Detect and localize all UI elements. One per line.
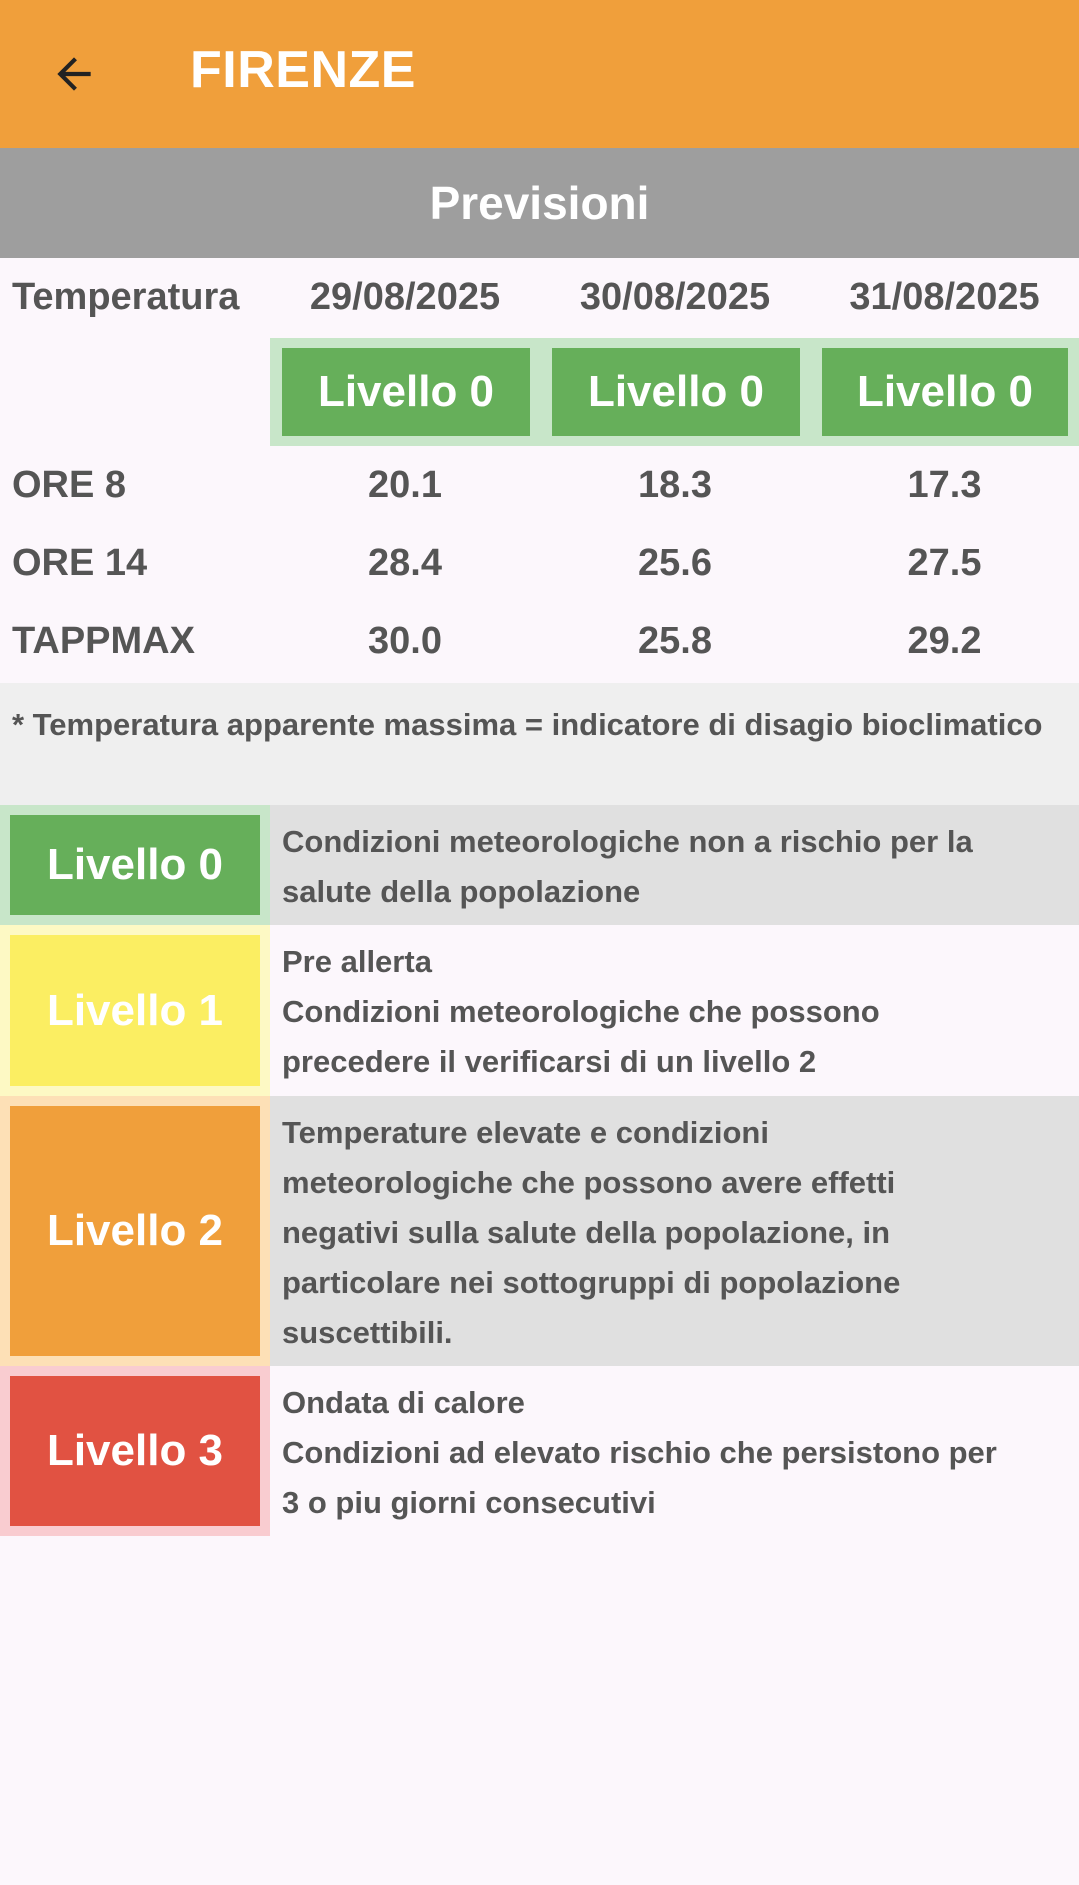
legend-description bbox=[270, 1366, 1079, 1536]
forecast-row-tappmax bbox=[0, 602, 1079, 680]
legend-row-level-0 bbox=[0, 805, 1079, 925]
legend-line: precedere il verificarsi di un livello 2 bbox=[282, 1044, 817, 1079]
legend-line: salute della popolazione bbox=[282, 874, 641, 909]
legend-badge-frame bbox=[0, 805, 270, 925]
forecast-row-ore-8 bbox=[0, 446, 1079, 524]
level-badge-day-1: Livello 0 bbox=[282, 348, 530, 436]
legend-row-level-2 bbox=[0, 1096, 1079, 1366]
value-day-2: 18.3 bbox=[638, 463, 712, 506]
legend-badge-level-1: Livello 1 bbox=[10, 935, 260, 1086]
legend-line: Temperature elevate e condizioni bbox=[282, 1115, 769, 1150]
legend-row-level-3 bbox=[0, 1366, 1079, 1536]
value-day-1: 30.0 bbox=[368, 619, 442, 662]
date-column-3: 31/08/2025 bbox=[849, 275, 1040, 318]
forecast-row-ore-14 bbox=[0, 524, 1079, 602]
value-day-2: 25.8 bbox=[638, 619, 712, 662]
legend-line: suscettibili. bbox=[282, 1315, 453, 1350]
legend-badge-frame bbox=[0, 1366, 270, 1536]
section-header: Previsioni bbox=[0, 148, 1079, 258]
legend-badge-frame bbox=[0, 1096, 270, 1366]
legend-badge-level-3: Livello 3 bbox=[10, 1376, 260, 1526]
value-day-1: 28.4 bbox=[368, 541, 442, 584]
date-column-1: 29/08/2025 bbox=[309, 275, 501, 318]
value-day-3: 29.2 bbox=[907, 619, 982, 662]
legend-line: negativi sulla salute della popolazione, in bbox=[282, 1215, 891, 1250]
app-bar bbox=[0, 0, 1079, 148]
legend-description bbox=[270, 925, 1079, 1096]
level-badge-day-3: Livello 0 bbox=[822, 348, 1068, 436]
forecast-header-row bbox=[0, 258, 1079, 336]
legend-row-level-1 bbox=[0, 925, 1079, 1096]
row-label: ORE 14 bbox=[12, 541, 148, 584]
legend-line: Ondata di calore bbox=[282, 1385, 525, 1420]
temperature-label: Temperatura bbox=[12, 275, 240, 318]
legend-badge-level-0: Livello 0 bbox=[10, 815, 260, 915]
date-column-2: 30/08/2025 bbox=[579, 275, 771, 318]
forecast-levels bbox=[270, 338, 1079, 446]
legend-line: Condizioni ad elevato rischio che persistono per bbox=[282, 1435, 997, 1470]
value-day-2: 25.6 bbox=[638, 541, 712, 584]
value-day-1: 20.1 bbox=[368, 463, 442, 506]
row-label: ORE 8 bbox=[12, 463, 127, 506]
legend-description bbox=[270, 805, 1079, 925]
back-button[interactable] bbox=[44, 44, 104, 104]
tappmax-note: * Temperatura apparente massima = indicatore di disagio bioclimatico bbox=[0, 683, 1079, 805]
legend-line: Pre allerta bbox=[282, 944, 432, 979]
page-title: FIRENZE bbox=[190, 41, 416, 99]
legend-badge-frame bbox=[0, 925, 270, 1096]
value-day-3: 27.5 bbox=[907, 541, 982, 584]
value-day-3: 17.3 bbox=[907, 463, 982, 506]
legend-line: meteorologiche che possono avere effetti bbox=[282, 1165, 896, 1200]
legend-line: Condizioni meteorologiche non a rischio per la bbox=[282, 824, 973, 859]
legend-description bbox=[270, 1096, 1079, 1366]
row-label: TAPPMAX bbox=[12, 619, 195, 662]
legend-line: Condizioni meteorologiche che possono bbox=[282, 994, 880, 1029]
legend-line: 3 o piu giorni consecutivi bbox=[282, 1485, 656, 1520]
legend-line: particolare nei sottogruppi di popolazione bbox=[282, 1265, 901, 1300]
level-badge-day-2: Livello 0 bbox=[552, 348, 800, 436]
legend-badge-level-2: Livello 2 bbox=[10, 1106, 260, 1356]
arrow-left-icon bbox=[49, 49, 99, 99]
